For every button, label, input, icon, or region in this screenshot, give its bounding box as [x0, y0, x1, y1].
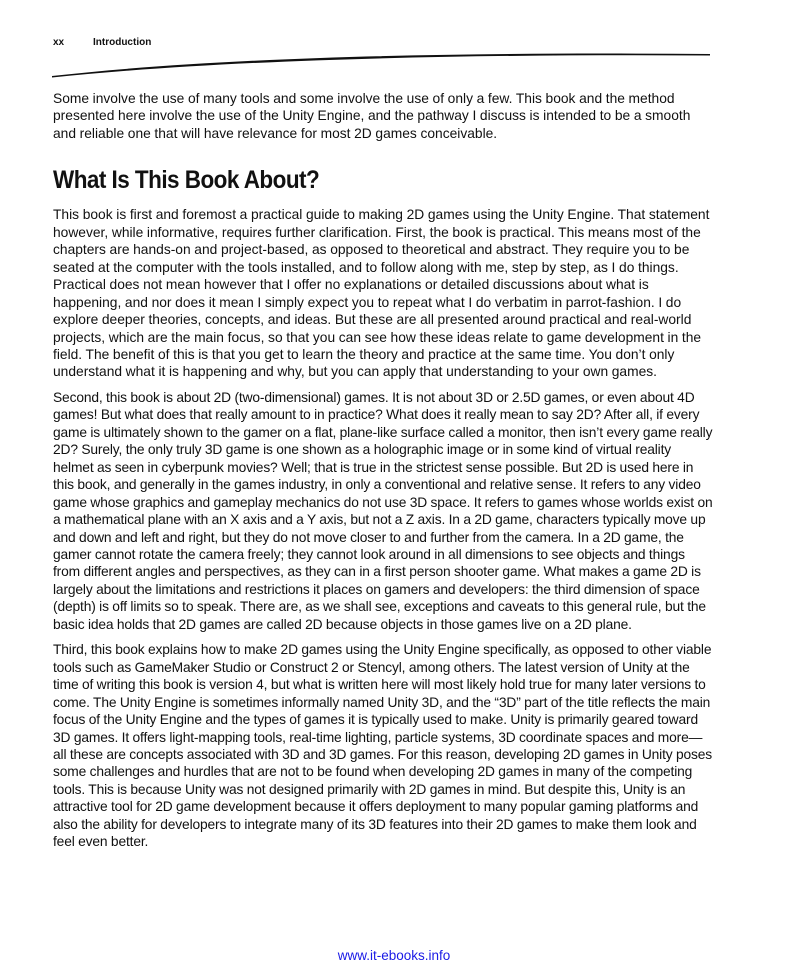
header-swoosh-rule [50, 50, 712, 78]
intro-paragraph: Some involve the use of many tools and some involve the use of only a few. This book and the method presented here involve the use of the Unity Engine, and the pathway I discuss is intended to be a smooth and reliable one that will have relevance for most 2D games conceivable. [53, 91, 691, 141]
page-body [53, 90, 713, 851]
page-footer [0, 947, 788, 965]
body-paragraph-2: Second, this book is about 2D (two-dimensional) games. It is not about 3D or 2.5D games, or even about 4D games! But what does that really amount to in practice? What does it really mean to say 2D? After all, if every game is ultimately shown to the gamer on a flat, plane-like surface called a monitor, then isn’t every game really 2D? Surely, the only truly 3D game is one shown as a holographic image or in some kind of virtual reality helmet as seen in cyberpunk movies? Well; that is true in the strictest sense possible. But 2D is used here in this book, and generally in the games industry, in only a conventional and relative sense. It refers to any video game whose graphics and gameplay mechanics do not use 3D space. It refers to games whose worlds exist on a mathematical plane with an X axis and a Y axis, but not a Z axis. In a 2D game, characters typically move up and down and left and right, but they do not move closer to and further from the camera. In a 2D game, the gamer cannot rotate the camera freely; they cannot look around in all dimensions to see objects and things from different angles and perspectives, as they can in a first person shooter game. What makes a game 2D is largely about the limitations and restrictions it places on gamers and developers: the third dimension of space (depth) is off limits so to speak. There are, as we shall see, exceptions and caveats to this general rule, but the basic idea holds that 2D games are called 2D because objects in those games live on a 2D plane. [53, 389, 713, 632]
page-number: xx [53, 37, 65, 48]
section-heading: What Is This Book About? [53, 166, 320, 195]
chapter-title: Introduction [93, 37, 152, 48]
body-paragraph-3: Third, this book explains how to make 2D games using the Unity Engine specifically, as opposed to other viable tools such as GameMaker Studio or Construct 2 or Stencyl, among others. The latest version of Unity at the time of writing this book is version 4, but what is written here will most likely hold true for many later versions to come. The Unity Engine is sometimes informally named Unity 3D, and the “3D” part of the title reflects the main focus of the Unity Engine and the types of games it is typically used to make. Unity is primarily geared toward 3D games. It offers light-mapping tools, real-time lighting, particle systems, 3D coordinate spaces and more—all these are concepts associated with 3D and 3D games. For this reason, developing 2D games in Unity poses some challenges and hurdles that are not to be found when developing 2D games in many of the competing tools. This is because Unity was not designed primarily with 2D games in mind. But despite this, Unity is an attractive tool for 2D game development because it offers deployment to many popular gaming platforms and also the ability for developers to integrate many of its 3D features into their 2D games to make them look and feel even better. [53, 642, 713, 850]
body-paragraph-1: This book is first and foremost a practical guide to making 2D games using the Unity Engine. That statement however, while informative, requires further clarification. First, the book is practical. This means most of the chapters are hands-on and project-based, as opposed to theoretical and abstract. They require you to be seated at the computer with the tools installed, and to follow along with me, step by step, as I do things. Practical does not mean however that I offer no explanations or detailed discussions about what is happening, and nor does it mean I simply expect you to repeat what I do verbatim in parrot-fashion. I do explore deeper theories, concepts, and ideas. But these are all presented around practical and real-world projects, which are the main focus, so that you can see how these ideas relate to game development in the field. The benefit of this is that you get to learn the theory and practice at the same time. You don’t only understand what it is happening and why, but you can apply that understanding to your own games. [53, 207, 710, 380]
running-header [53, 37, 151, 48]
footer-link[interactable]: www.it-ebooks.info [337, 948, 451, 963]
